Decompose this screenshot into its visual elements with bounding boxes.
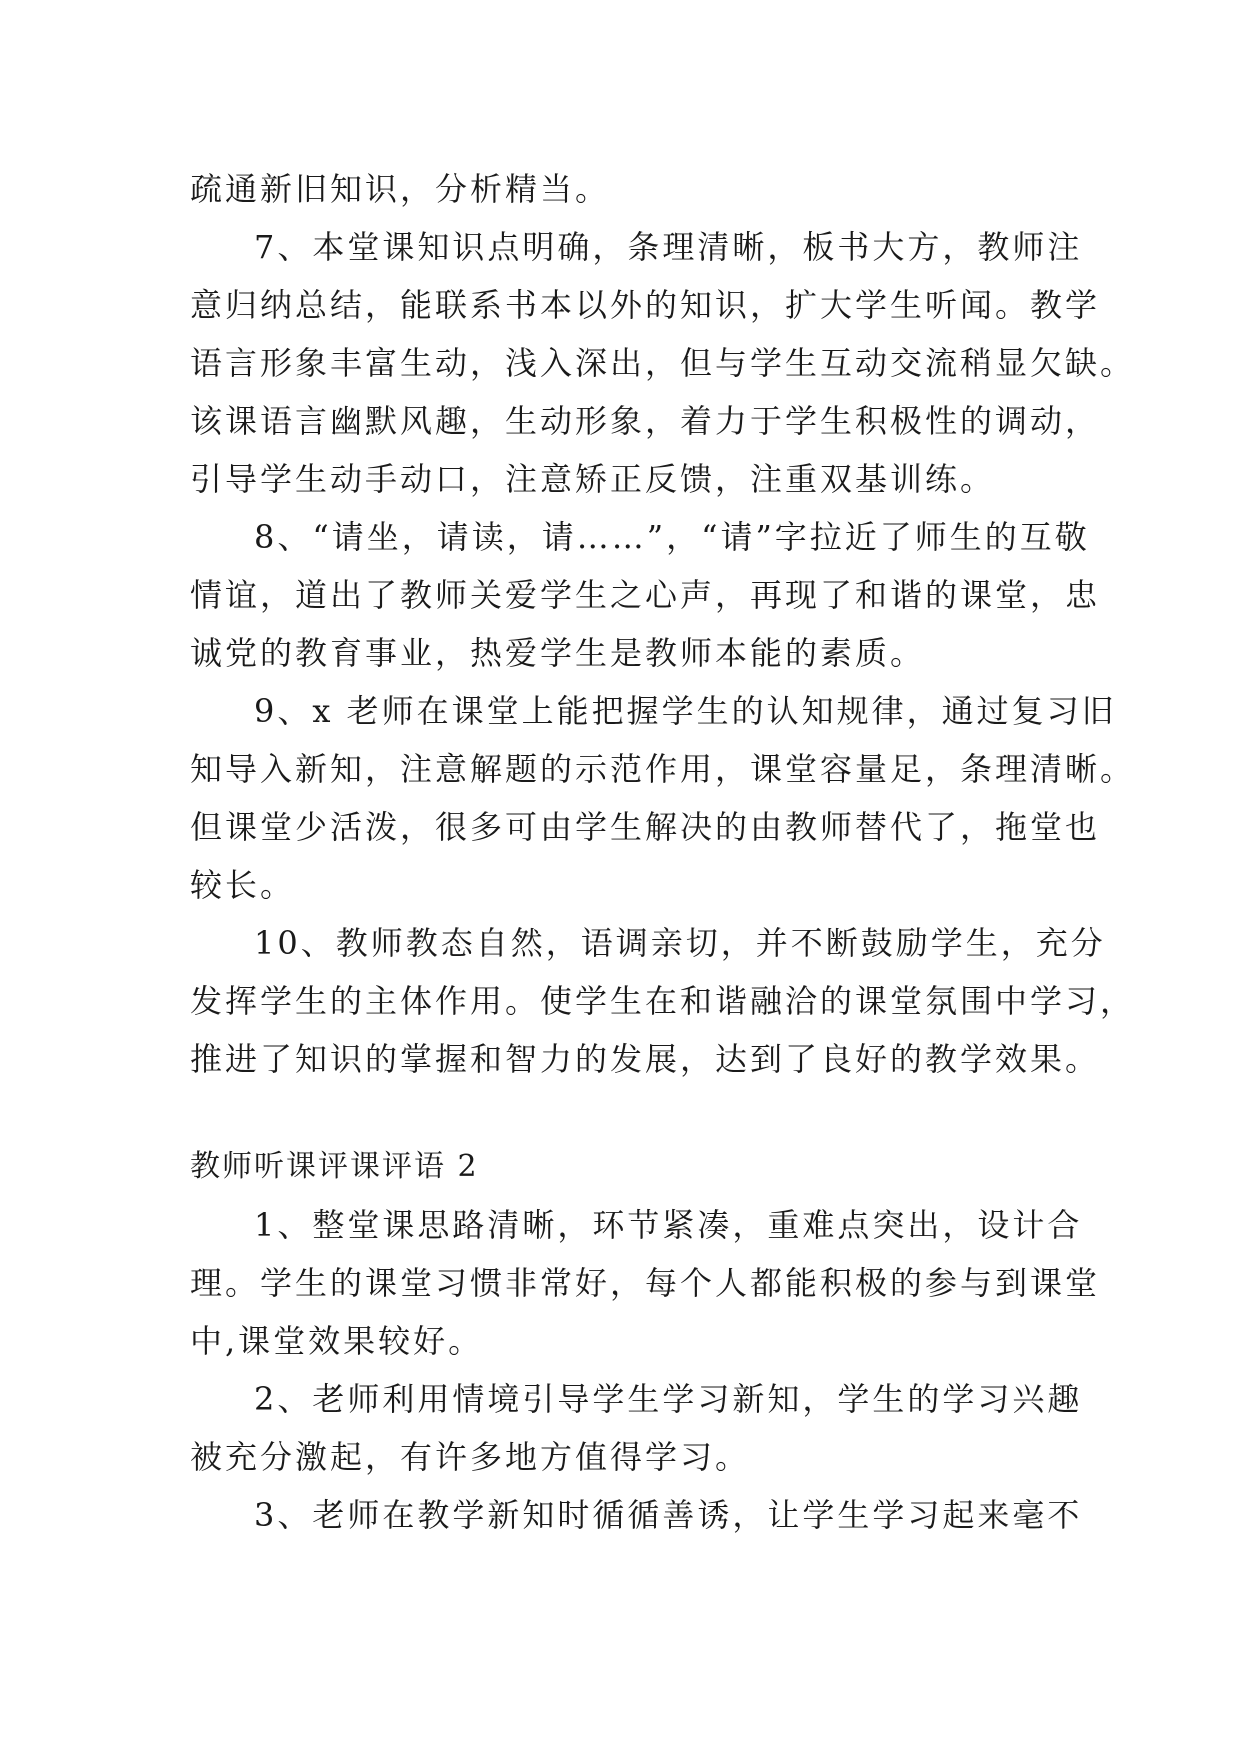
text-line: 发挥学生的主体作用。使学生在和谐融洽的课堂氛围中学习，: [190, 982, 1136, 1020]
paragraph: [190, 914, 1136, 1088]
text-line: 该课语言幽默风趣，生动形象，着力于学生积极性的调动，: [190, 402, 1101, 440]
paragraph: [190, 508, 1101, 682]
text-line: 3、老师在教学新知时循循善诱，让学生学习起来毫不: [254, 1496, 1083, 1534]
text-line: 情谊，道出了教师关爱学生之心声，再现了和谐的课堂，忠: [190, 576, 1101, 614]
document-body: [190, 160, 1136, 1544]
text-line: 被充分激起，有许多地方值得学习。: [190, 1438, 751, 1476]
text-line: 2、老师利用情境引导学生学习新知，学生的学习兴趣: [254, 1380, 1083, 1418]
text-line: 中,课堂效果较好。: [190, 1322, 484, 1360]
paragraph: [190, 160, 1058, 218]
text-line: 但课堂少活泼，很多可由学生解决的由教师替代了，拖堂也: [190, 808, 1101, 846]
text-line: 诚党的教育事业，热爱学生是教师本能的素质。: [190, 634, 926, 672]
paragraph: [190, 682, 1136, 914]
paragraph: [190, 1196, 1101, 1370]
paragraph: [190, 1370, 1083, 1486]
text-line: 理。学生的课堂习惯非常好，每个人都能积极的参与到课堂: [190, 1264, 1101, 1302]
section-heading: 教师听课评课评语 2: [190, 1149, 479, 1184]
text-line: 1、整堂课思路清晰，环节紧凑，重难点突出，设计合: [254, 1206, 1083, 1244]
text-line: 8、“请坐，请读，请……”，“请”字拉近了师生的互敬: [254, 518, 1090, 556]
paragraphs-top: [190, 160, 1136, 1088]
text-line: 引导学生动手动口，注意矫正反馈，注重双基训练。: [190, 460, 996, 498]
text-line: 7、本堂课知识点明确，条理清晰，板书大方，教师注: [254, 228, 1083, 266]
text-line: 语言形象丰富生动，浅入深出，但与学生互动交流稍显欠缺。: [190, 344, 1136, 382]
text-line: 知导入新知，注意解题的示范作用，课堂容量足，条理清晰。: [190, 750, 1136, 788]
text-line: 9、x 老师在课堂上能把握学生的认知规律，通过复习旧: [254, 692, 1117, 730]
text-line: 疏通新旧知识，分析精当。: [190, 170, 611, 208]
section-spacer: [190, 1088, 1058, 1138]
text-line: 较长。: [190, 866, 296, 904]
text-line: 推进了知识的掌握和智力的发展，达到了良好的教学效果。: [190, 1040, 1101, 1078]
paragraph: [190, 218, 1136, 508]
text-line: 意归纳总结，能联系书本以外的知识，扩大学生听闻。教学: [190, 286, 1101, 324]
text-line: 10、教师教态自然，语调亲切，并不断鼓励学生，充分: [254, 924, 1106, 962]
paragraph: [190, 1486, 1083, 1544]
paragraphs-bottom: [190, 1196, 1101, 1544]
